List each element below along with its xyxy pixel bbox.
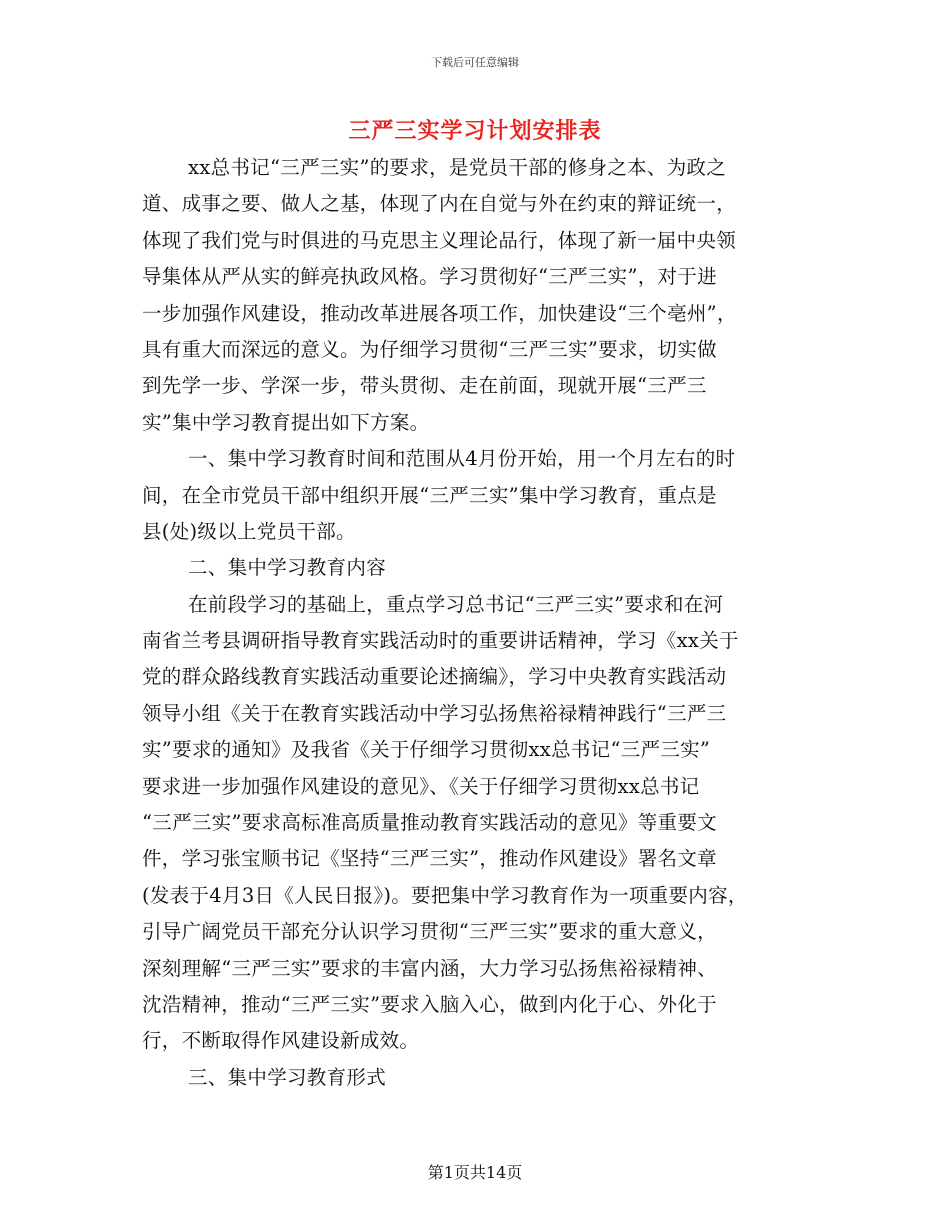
text-line: 间，在全市党员干部中组织开展“三严三实”集中学习教育，重点是 [142, 483, 717, 507]
text-line: 引导广阔党员干部充分认识学习贯彻“三严三实”要求的重大意义， [142, 920, 717, 944]
text-line: 一步加强作风建设，推动改革进展各项工作，加快建设“三个亳州”， [142, 301, 737, 325]
text-line: 领导小组《关于在教育实践活动中学习弘扬焦裕禄精神践行“三严三 [142, 701, 727, 725]
text-line: 沈浩精神，推动“三严三实”要求入脑入心，做到内化于心、外化于 [142, 992, 717, 1016]
text-line: 在前段学习的基础上，重点学习总书记“三严三实”要求和在河 [188, 592, 724, 616]
header-note: 下载后可任意编辑 [431, 56, 519, 69]
text-line: 导集体从严从实的鲜亮执政风格。学习贯彻好“三严三实”，对于进 [142, 265, 717, 289]
text-line: 二、集中学习教育内容 [188, 556, 387, 580]
text-line: 行，不断取得作风建设新成效。 [142, 1029, 420, 1053]
text-line: 体现了我们党与时俱进的马克思主义理论品行，体现了新一届中央领 [142, 228, 737, 252]
text-line: 县(处)级以上党员干部。 [142, 519, 356, 543]
document-title: 三严三实学习计划安排表 [348, 118, 602, 144]
document-body [142, 150, 812, 1096]
page-footer: 第1页共14页 [427, 1163, 523, 1182]
text-line: 实”集中学习教育提出如下方案。 [142, 410, 430, 434]
text-line: 南省兰考县调研指导教育实践活动时的重要讲话精神，学习《xx关于 [142, 629, 739, 653]
text-line: 道、成事之要、做人之基，体现了内在自觉与外在约束的辩证统一， [142, 192, 737, 216]
text-line: 一、集中学习教育时间和范围从4月份开始，用一个月左右的时 [188, 447, 736, 471]
text-line: 党的群众路线教育实践活动重要论述摘编》，学习中央教育实践活动 [142, 665, 727, 689]
text-line: 实”要求的通知》及我省《关于仔细学习贯彻xx总书记“三严三实” [142, 738, 711, 762]
text-line: 深刻理解“三严三实”要求的丰富内涵，大力学习弘扬焦裕禄精神、 [142, 956, 717, 980]
text-line: 到先学一步、学深一步，带头贯彻、走在前面，现就开展“三严三 [142, 374, 707, 398]
text-line: 要求进一步加强作风建设的意见》、《关于仔细学习贯彻xx总书记 [142, 774, 700, 798]
text-line: xx总书记“三严三实”的要求，是党员干部的修身之本、为政之 [188, 156, 727, 179]
text-line: “三严三实”要求高标准高质量推动教育实践活动的意见》等重要文 [142, 811, 717, 835]
text-line: 件，学习张宝顺书记《坚持“三严三实”，推动作风建设》署名文章 [142, 847, 717, 871]
text-line: 三、集中学习教育形式 [188, 1065, 387, 1089]
text-line: (发表于4月3日《人民日报》)。要把集中学习教育作为一项重要内容， [142, 883, 748, 907]
text-line: 具有重大而深远的意义。为仔细学习贯彻“三严三实”要求，切实做 [142, 337, 717, 361]
